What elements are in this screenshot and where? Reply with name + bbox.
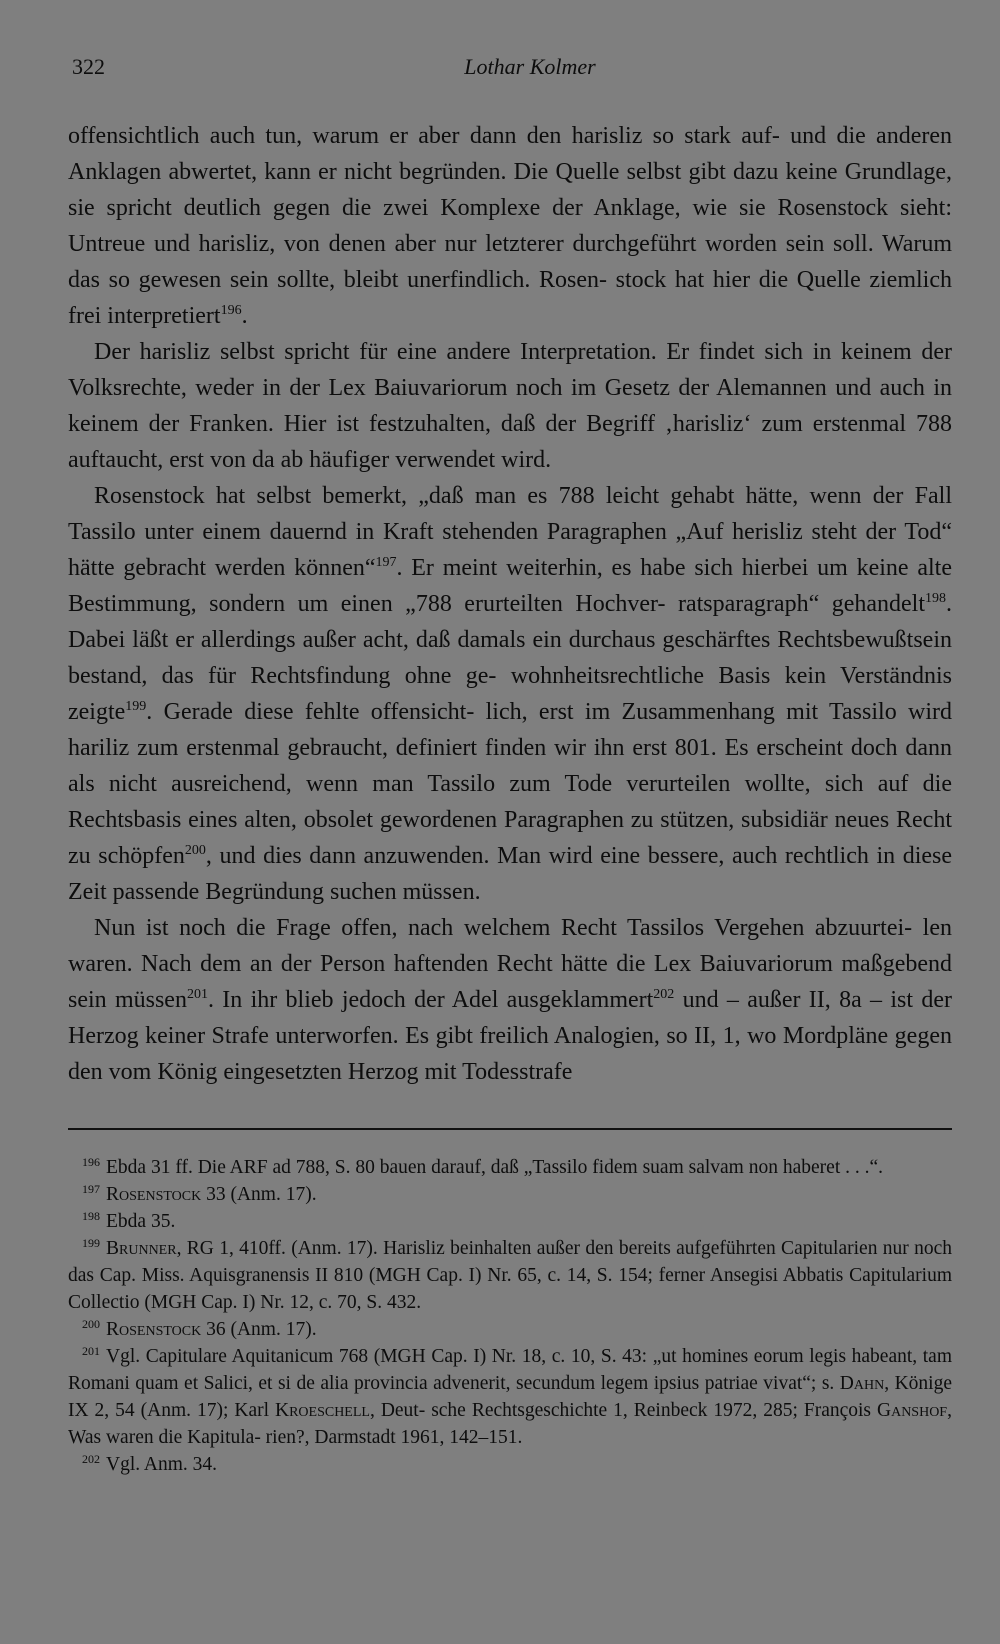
- paragraph-2: [68, 334, 952, 478]
- footnote-number: 202: [82, 1452, 100, 1466]
- footnote-196: [68, 1154, 952, 1181]
- paragraph-4: [68, 910, 952, 1090]
- footnote-text: Ebda 35.: [106, 1211, 176, 1232]
- paragraph-3: [68, 478, 952, 910]
- footnote-ref: 201: [186, 987, 208, 1002]
- paragraph-text: . Er meint weiterhin, es habe sich hierbei um keine alte Bestimmung, sondern um einen „788 erurteilten Hochver- ratsparagraph“ gehandelt: [68, 555, 952, 617]
- footnote-number: 199: [82, 1236, 100, 1250]
- footnote-text: Vgl. Anm. 34.: [106, 1454, 218, 1475]
- footnote-ref: 196: [220, 303, 242, 318]
- body-text: [68, 118, 952, 1090]
- paragraph-text: Der harisliz selbst spricht für eine andere Interpretation. Er findet sich in keinem der Volksrechte, weder in der Lex Baiuvariorum noch im Gesetz der Alemannen und auch in keinem der Franken. Hier ist festzuhalten, daß der Begriff ‚harisliz‘ zum erstenmal 788 auftaucht, erst von da ab häufiger verwendet wird.: [68, 339, 952, 473]
- paragraph-text: und – außer II, 8a – ist der Herzog keiner Strafe unterworfen. Es gibt freilich Analogien, so II, 1, wo Mordpläne gegen den vom König eingesetzten Herzog mit Todesstrafe: [68, 987, 952, 1085]
- footnote-author: Kroeschell: [274, 1400, 370, 1421]
- paragraph-text: . In ihr blieb jedoch der Adel ausgeklammert: [207, 987, 654, 1013]
- footnote-author: Rosenstock: [106, 1184, 202, 1205]
- footnote-number: 197: [82, 1182, 100, 1196]
- paragraph-text: . Gerade diese fehlte offensicht- lich, erst im Zusammenhang mit Tassilo wird hariliz zum erstenmal gebraucht, definiert finden wir ihn erst 801. Es erscheint doch dann als nicht ausreichend, wenn man Tassilo zum Tode verurteilen wollte, sich auf die Rechtsbasis eines alten, obsolet gewordenen Paragraphen zu stützen, subsidiär neues Recht zu schöpfen: [68, 699, 952, 869]
- footnote-author: Ganshof: [877, 1400, 948, 1421]
- footnote-ref: 197: [375, 555, 397, 570]
- footnote-ref: 202: [653, 987, 675, 1002]
- paragraph-text: Rosenstock hat selbst bemerkt, „daß man es 788 leicht gehabt hätte, wenn der Fall Tassilo unter einem dauernd in Kraft stehenden Paragraphen „Auf herisliz steht der Tod“ hätte gebracht werden können“: [68, 483, 952, 581]
- footnote-divider: [68, 1128, 952, 1130]
- footnote-199: [68, 1235, 952, 1316]
- footnote-text: Vgl. Capitulare Aquitanicum 768 (MGH Cap. I) Nr. 18, c. 10, S. 43: „ut homines eorum legis habeant, tam Romani quam et Salici, et si de alia provincia advenerit, secundum legem ipsius patriae vivat“; s.: [68, 1346, 952, 1394]
- running-head: Lothar Kolmer: [464, 54, 596, 79]
- footnote-200: [68, 1316, 952, 1343]
- footnote-ref: 198: [925, 591, 946, 606]
- footnote-198: [68, 1208, 952, 1235]
- footnote-author: Dahn: [839, 1373, 885, 1394]
- footnote-202: [68, 1451, 952, 1478]
- footnote-text: 36 (Anm. 17).: [201, 1319, 317, 1340]
- page-number: 322: [72, 54, 105, 79]
- footnote-text: , RG 1, 410ff. (Anm. 17). Harisliz beinhalten außer den bereits aufgeführten Capitularien nur noch das Cap. Miss. Aquisgranensis II 810 (MGH Cap. I) Nr. 65, c. 14, S. 154; ferner Ansegisi Abbatis Capitularium Collectio (MGH Cap. I) Nr. 12, c. 70, S. 432.: [68, 1238, 952, 1313]
- paragraph-text: , und dies dann anzuwenden. Man wird eine bessere, auch rechtlich in diese Zeit passende Begründung suchen müssen.: [68, 843, 953, 905]
- footnote-author: Rosenstock: [106, 1319, 202, 1340]
- footnote-number: 198: [82, 1209, 100, 1223]
- page-header: [72, 50, 948, 84]
- footnote-ref: 199: [125, 699, 147, 714]
- paragraph-1: [68, 118, 952, 334]
- paragraph-text: offensichtlich auch tun, warum er aber dann den harisliz so stark auf- und die anderen Anklagen abwertet, kann er nicht begründen. Die Quelle selbst gibt dazu keine Grundlage, sie spricht deutlich gegen die zwei Komplexe der Anklage, wie sie Rosenstock sieht: Untreue und harisliz, von denen aber nur letzterer durchgeführt worden sein soll. Warum das so gewesen sein sollte, bleibt unerfindlich. Rosen- stock hat hier die Quelle ziemlich frei interpretiert: [68, 123, 952, 329]
- footnote-text: , Was waren die Kapitula- rien?, Darmstadt 1961, 142–151.: [68, 1400, 952, 1448]
- footnote-text: Ebda 31 ff. Die ARF ad 788, S. 80 bauen darauf, daß „Tassilo fidem suam salvam non haberet . . .“.: [106, 1157, 884, 1178]
- footnote-number: 196: [82, 1155, 100, 1169]
- footnote-number: 200: [82, 1317, 100, 1331]
- paragraph-text: . Dabei läßt er allerdings außer acht, daß damals ein durchaus geschärftes Rechtsbewußtsein bestand, das für Rechtsfindung ohne ge- wohnheitsrechtliche Basis kein Verständnis zeigte: [68, 591, 952, 725]
- footnote-text: , Könige IX 2, 54 (Anm. 17); Karl: [68, 1373, 952, 1421]
- footnote-201: [68, 1343, 952, 1451]
- footnote-number: 201: [82, 1344, 100, 1358]
- footnotes: [68, 1154, 952, 1478]
- footnote-197: [68, 1181, 952, 1208]
- footnote-ref: 200: [184, 843, 206, 858]
- footnote-text: , Deut- sche Rechtsgeschichte 1, Reinbeck 1972, 285; François: [369, 1400, 877, 1421]
- paragraph-text: .: [241, 303, 248, 329]
- footnote-text: 33 (Anm. 17).: [201, 1184, 317, 1205]
- paragraph-text: Nun ist noch die Frage offen, nach welchem Recht Tassilos Vergehen abzuurtei- len waren. Nach dem an der Person haftenden Recht hätte die Lex Baiuvariorum maßgebend sein müssen: [68, 915, 952, 1013]
- footnote-author: Brunner: [106, 1238, 177, 1259]
